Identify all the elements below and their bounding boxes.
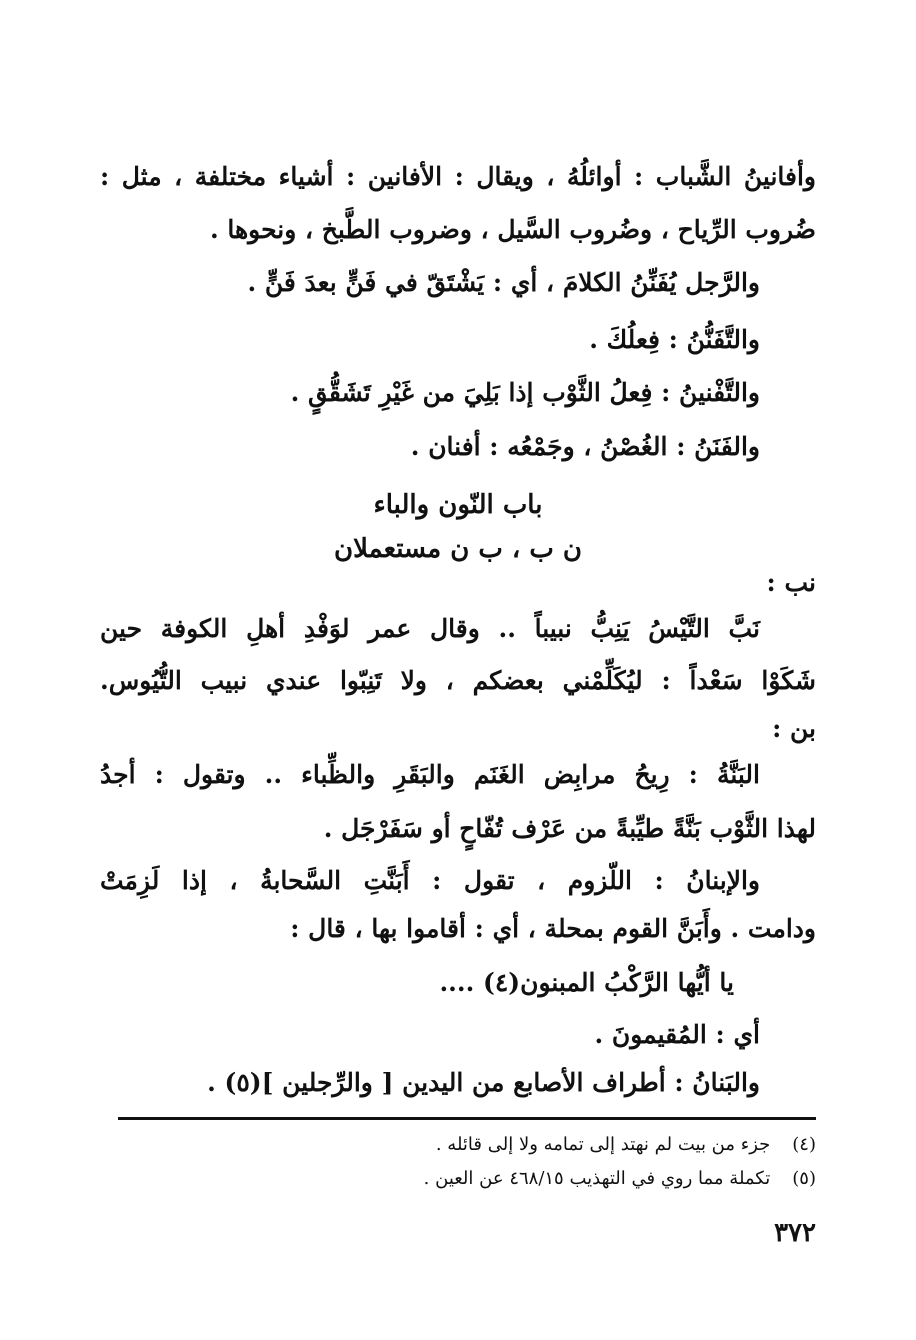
text-line: أي : المُقيمونَ . [594,1020,760,1049]
text-line: والإبنانُ : اللّزوم ، تقول : أَبَنَّتِ السَّحابةُ ، إذا لَزِمَتْ [100,866,760,895]
entry-label-bn: بن : [772,714,816,743]
text-line: والتَّفَنُّنُ : فِعلُكَ . [589,325,760,354]
text-line: شَكَوْا سَعْداً : ليُكَلِّمْني بعضكم ، ولا تَنِبّوا عندي نبيب التُّيُوس. [100,666,816,695]
text-line: وأفانينُ الشَّباب : أوائلُهُ ، ويقال : الأفانين : أشياء مختلفة ، مثل : [100,162,816,191]
footnote-number: (٤) [792,1134,816,1155]
text-line: والرَّجل يُفَنِّنُ الكلامَ ، أي : يَشْتَقّ في فَنٍّ بعدَ فَنٍّ . [247,268,760,297]
text-line: ودامت . وأَبَنَّ القوم بمحلة ، أي : أقاموا بها ، قال : [290,914,816,943]
text-line: ضُروب الرِّياح ، وضُروب السَّيل ، وضروب الطَّبخ ، ونحوها . [209,215,816,244]
text-line: والتَّفْنينُ : فِعلُ الثَّوْب إذا بَلِيَ من غَيْرِ تَشَقُّقٍ . [290,378,760,407]
footnote [150,1132,816,1158]
poem-line: يا أيُّها الرَّكْبُ المبنون(٤) .... [439,968,734,997]
text-line: والبَنانُ : أطراف الأصابع من اليدين [ والرِّجلين ](٥) . [207,1068,760,1097]
text-line: لهذا الثَّوْب بَنَّةً طيِّبةً من عَرْف تُفّاحٍ أو سَفَرْجَل . [323,814,816,843]
footnote-divider [118,1117,816,1120]
footnote-number: (٥) [792,1168,816,1189]
footnote-text: جزء من بيت لم نهتد إلى تمامه ولا إلى قائله . [435,1134,771,1155]
page-number: ٣٧٢ [774,1218,816,1248]
text-line: البَنَّةُ : رِيحُ مرابِض الغَنَم والبَقَرِ والظِّباء .. وتقول : أجدُ [100,760,760,789]
entry-label-nb: نب : [766,568,816,597]
text-line: نَبَّ التَّيْسُ يَنِبُّ نبيباً .. وقال عمر لوَفْدِ أهلِ الكوفة حين [100,614,760,643]
footnote [150,1166,816,1192]
section-title: باب النّون والباء [373,490,543,520]
footnote-text: تكملة مما روي في التهذيب ٤٦٨/١٥ عن العين . [423,1168,771,1189]
text-line: والفَنَنُ : الغُصْنُ ، وجَمْعُه : أفنان . [410,432,760,461]
section-subtitle: ن ب ، ب ن مستعملان [334,534,582,564]
